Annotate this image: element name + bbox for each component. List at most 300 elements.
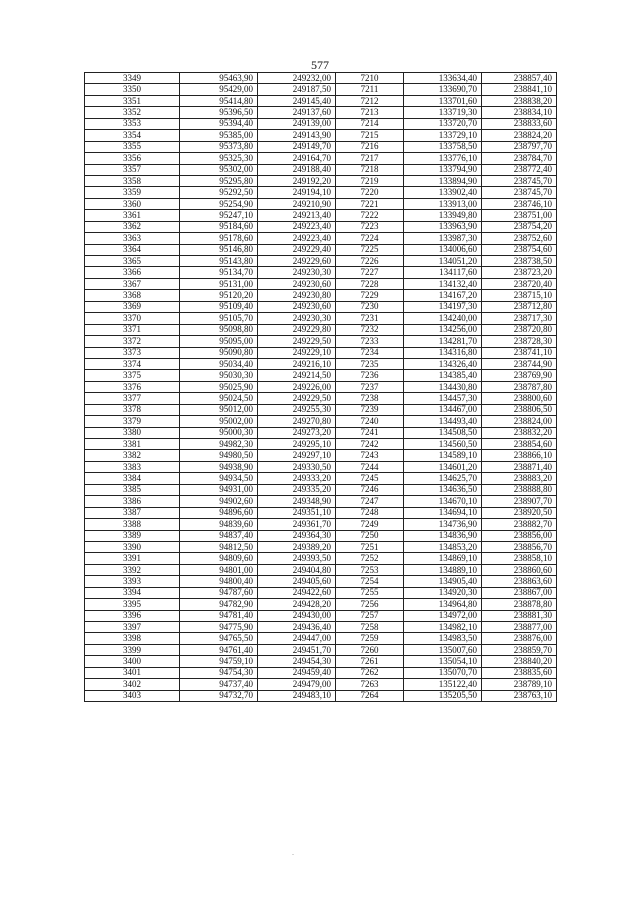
- table-row: [85, 130, 557, 141]
- x-coordinate-cell: 95146,80: [180, 244, 258, 255]
- point-number-cell: 7235: [336, 358, 404, 369]
- y-coordinate-cell: 238800,60: [482, 393, 557, 404]
- point-number-cell: 7247: [336, 496, 404, 507]
- y-coordinate-cell: 238881,30: [482, 610, 557, 621]
- point-number-cell: 3376: [85, 381, 180, 392]
- x-coordinate-cell: 134560,50: [404, 439, 482, 450]
- point-number-cell: 3372: [85, 336, 180, 347]
- y-coordinate-cell: 249187,50: [258, 84, 336, 95]
- point-number-cell: 3377: [85, 393, 180, 404]
- y-coordinate-cell: 249223,40: [258, 221, 336, 232]
- x-coordinate-cell: 134117,60: [404, 267, 482, 278]
- table-row: [85, 290, 557, 301]
- point-number-cell: 7263: [336, 679, 404, 690]
- table-row: [85, 473, 557, 484]
- point-number-cell: 7236: [336, 370, 404, 381]
- x-coordinate-cell: 95134,70: [180, 267, 258, 278]
- x-coordinate-cell: 134457,30: [404, 393, 482, 404]
- point-number-cell: 3381: [85, 439, 180, 450]
- x-coordinate-cell: 95178,60: [180, 233, 258, 244]
- y-coordinate-cell: 249273,20: [258, 427, 336, 438]
- x-coordinate-cell: 134240,00: [404, 313, 482, 324]
- point-number-cell: 7244: [336, 461, 404, 472]
- y-coordinate-cell: 238772,40: [482, 164, 557, 175]
- point-number-cell: 7264: [336, 690, 404, 701]
- x-coordinate-cell: 134132,40: [404, 278, 482, 289]
- x-coordinate-cell: 133729,10: [404, 130, 482, 141]
- table-row: [85, 450, 557, 461]
- point-number-cell: 7242: [336, 439, 404, 450]
- table-row: [85, 210, 557, 221]
- x-coordinate-cell: 134736,90: [404, 519, 482, 530]
- x-coordinate-cell: 94938,90: [180, 461, 258, 472]
- y-coordinate-cell: 238907,70: [482, 496, 557, 507]
- table-row: [85, 667, 557, 678]
- point-number-cell: 3367: [85, 278, 180, 289]
- point-number-cell: 3378: [85, 404, 180, 415]
- point-number-cell: 7227: [336, 267, 404, 278]
- x-coordinate-cell: 94980,50: [180, 450, 258, 461]
- y-coordinate-cell: 249213,40: [258, 210, 336, 221]
- table-row: [85, 118, 557, 129]
- point-number-cell: 7253: [336, 564, 404, 575]
- x-coordinate-cell: 135054,10: [404, 656, 482, 667]
- x-coordinate-cell: 134982,10: [404, 622, 482, 633]
- table-row: [85, 301, 557, 312]
- x-coordinate-cell: 134430,80: [404, 381, 482, 392]
- point-number-cell: 7262: [336, 667, 404, 678]
- y-coordinate-cell: 249330,50: [258, 461, 336, 472]
- y-coordinate-cell: 238832,20: [482, 427, 557, 438]
- x-coordinate-cell: 94896,60: [180, 507, 258, 518]
- x-coordinate-cell: 95131,00: [180, 278, 258, 289]
- y-coordinate-cell: 238720,40: [482, 278, 557, 289]
- table-row: [85, 496, 557, 507]
- point-number-cell: 7249: [336, 519, 404, 530]
- table-row: [85, 141, 557, 152]
- x-coordinate-cell: 94782,90: [180, 599, 258, 610]
- y-coordinate-cell: 249348,90: [258, 496, 336, 507]
- point-number-cell: 7256: [336, 599, 404, 610]
- x-coordinate-cell: 95000,30: [180, 427, 258, 438]
- x-coordinate-cell: 94732,70: [180, 690, 258, 701]
- y-coordinate-cell: 249210,90: [258, 198, 336, 209]
- table-row: [85, 233, 557, 244]
- x-coordinate-cell: 95002,00: [180, 416, 258, 427]
- y-coordinate-cell: 238882,70: [482, 519, 557, 530]
- x-coordinate-cell: 134281,70: [404, 336, 482, 347]
- x-coordinate-cell: 94775,90: [180, 622, 258, 633]
- y-coordinate-cell: 249430,00: [258, 610, 336, 621]
- x-coordinate-cell: 134326,40: [404, 358, 482, 369]
- y-coordinate-cell: 249229,60: [258, 256, 336, 267]
- point-number-cell: 3366: [85, 267, 180, 278]
- y-coordinate-cell: 249351,10: [258, 507, 336, 518]
- x-coordinate-cell: 135070,70: [404, 667, 482, 678]
- y-coordinate-cell: 238797,70: [482, 141, 557, 152]
- x-coordinate-cell: 94812,50: [180, 541, 258, 552]
- point-number-cell: 7237: [336, 381, 404, 392]
- point-number-cell: 7246: [336, 484, 404, 495]
- point-number-cell: 7219: [336, 175, 404, 186]
- point-number-cell: 3397: [85, 622, 180, 633]
- y-coordinate-cell: 249223,40: [258, 233, 336, 244]
- y-coordinate-cell: 238883,20: [482, 473, 557, 484]
- point-number-cell: 7220: [336, 187, 404, 198]
- y-coordinate-cell: 238877,00: [482, 622, 557, 633]
- x-coordinate-cell: 95098,80: [180, 324, 258, 335]
- point-number-cell: 7240: [336, 416, 404, 427]
- x-coordinate-cell: 133758,50: [404, 141, 482, 152]
- point-number-cell: 7251: [336, 541, 404, 552]
- x-coordinate-cell: 95295,80: [180, 175, 258, 186]
- point-number-cell: 3353: [85, 118, 180, 129]
- table-row: [85, 644, 557, 655]
- x-coordinate-cell: 94801,00: [180, 564, 258, 575]
- x-coordinate-cell: 134508,50: [404, 427, 482, 438]
- x-coordinate-cell: 95394,40: [180, 118, 258, 129]
- point-number-cell: 7232: [336, 324, 404, 335]
- x-coordinate-cell: 134625,70: [404, 473, 482, 484]
- x-coordinate-cell: 94759,10: [180, 656, 258, 667]
- x-coordinate-cell: 134694,10: [404, 507, 482, 518]
- point-number-cell: 3401: [85, 667, 180, 678]
- point-number-cell: 7255: [336, 587, 404, 598]
- x-coordinate-cell: 134670,10: [404, 496, 482, 507]
- table-row: [85, 519, 557, 530]
- point-number-cell: 3403: [85, 690, 180, 701]
- y-coordinate-cell: 249333,20: [258, 473, 336, 484]
- point-number-cell: 7252: [336, 553, 404, 564]
- x-coordinate-cell: 134167,20: [404, 290, 482, 301]
- y-coordinate-cell: 238741,10: [482, 347, 557, 358]
- y-coordinate-cell: 238720,80: [482, 324, 557, 335]
- point-number-cell: 3371: [85, 324, 180, 335]
- table-row: [85, 610, 557, 621]
- y-coordinate-cell: 249226,00: [258, 381, 336, 392]
- x-coordinate-cell: 95034,40: [180, 358, 258, 369]
- x-coordinate-cell: 133719,30: [404, 107, 482, 118]
- point-number-cell: 3394: [85, 587, 180, 598]
- point-number-cell: 3352: [85, 107, 180, 118]
- y-coordinate-cell: 249422,60: [258, 587, 336, 598]
- x-coordinate-cell: 95292,50: [180, 187, 258, 198]
- point-number-cell: 7250: [336, 530, 404, 541]
- point-number-cell: 3349: [85, 73, 180, 84]
- x-coordinate-cell: 133913,00: [404, 198, 482, 209]
- point-number-cell: 7230: [336, 301, 404, 312]
- y-coordinate-cell: 238876,00: [482, 633, 557, 644]
- x-coordinate-cell: 134889,10: [404, 564, 482, 575]
- table-row: [85, 507, 557, 518]
- x-coordinate-cell: 95024,50: [180, 393, 258, 404]
- x-coordinate-cell: 134051,20: [404, 256, 482, 267]
- x-coordinate-cell: 134197,30: [404, 301, 482, 312]
- point-number-cell: 3382: [85, 450, 180, 461]
- point-number-cell: 7228: [336, 278, 404, 289]
- x-coordinate-cell: 95109,40: [180, 301, 258, 312]
- table-row: [85, 656, 557, 667]
- point-number-cell: 7254: [336, 576, 404, 587]
- point-number-cell: 3402: [85, 679, 180, 690]
- point-number-cell: 3375: [85, 370, 180, 381]
- point-number-cell: 7258: [336, 622, 404, 633]
- point-number-cell: 7234: [336, 347, 404, 358]
- y-coordinate-cell: 238840,20: [482, 656, 557, 667]
- point-number-cell: 3360: [85, 198, 180, 209]
- y-coordinate-cell: 249451,70: [258, 644, 336, 655]
- x-coordinate-cell: 95385,00: [180, 130, 258, 141]
- point-number-cell: 7238: [336, 393, 404, 404]
- y-coordinate-cell: 238754,20: [482, 221, 557, 232]
- x-coordinate-cell: 95302,00: [180, 164, 258, 175]
- point-number-cell: 7260: [336, 644, 404, 655]
- x-coordinate-cell: 94787,60: [180, 587, 258, 598]
- x-coordinate-cell: 133634,40: [404, 73, 482, 84]
- y-coordinate-cell: 249137,60: [258, 107, 336, 118]
- y-coordinate-cell: 238744,90: [482, 358, 557, 369]
- y-coordinate-cell: 238738,50: [482, 256, 557, 267]
- y-coordinate-cell: 249295,10: [258, 439, 336, 450]
- point-number-cell: 7217: [336, 153, 404, 164]
- x-coordinate-cell: 94781,40: [180, 610, 258, 621]
- point-number-cell: 3399: [85, 644, 180, 655]
- x-coordinate-cell: 94800,40: [180, 576, 258, 587]
- y-coordinate-cell: 249229,10: [258, 347, 336, 358]
- x-coordinate-cell: 134493,40: [404, 416, 482, 427]
- y-coordinate-cell: 249404,80: [258, 564, 336, 575]
- table-row: [85, 175, 557, 186]
- y-coordinate-cell: 238835,60: [482, 667, 557, 678]
- x-coordinate-cell: 95254,90: [180, 198, 258, 209]
- point-number-cell: 3386: [85, 496, 180, 507]
- y-coordinate-cell: 249230,30: [258, 313, 336, 324]
- y-coordinate-cell: 238723,20: [482, 267, 557, 278]
- y-coordinate-cell: 238769,90: [482, 370, 557, 381]
- y-coordinate-cell: 249393,50: [258, 553, 336, 564]
- point-number-cell: 3385: [85, 484, 180, 495]
- point-number-cell: 3392: [85, 564, 180, 575]
- point-number-cell: 3363: [85, 233, 180, 244]
- y-coordinate-cell: 238841,10: [482, 84, 557, 95]
- point-number-cell: 3396: [85, 610, 180, 621]
- table-row: [85, 244, 557, 255]
- y-coordinate-cell: 238860,60: [482, 564, 557, 575]
- y-coordinate-cell: 249361,70: [258, 519, 336, 530]
- x-coordinate-cell: 94754,30: [180, 667, 258, 678]
- table-row: [85, 313, 557, 324]
- point-number-cell: 7245: [336, 473, 404, 484]
- y-coordinate-cell: 238787,80: [482, 381, 557, 392]
- x-coordinate-cell: 95325,30: [180, 153, 258, 164]
- x-coordinate-cell: 134467,00: [404, 404, 482, 415]
- point-number-cell: 3395: [85, 599, 180, 610]
- x-coordinate-cell: 134006,60: [404, 244, 482, 255]
- point-number-cell: 3350: [85, 84, 180, 95]
- x-coordinate-cell: 133701,60: [404, 95, 482, 106]
- point-number-cell: 7215: [336, 130, 404, 141]
- table-row: [85, 370, 557, 381]
- x-coordinate-cell: 135007,60: [404, 644, 482, 655]
- y-coordinate-cell: 238717,30: [482, 313, 557, 324]
- table-row: [85, 576, 557, 587]
- x-coordinate-cell: 94934,50: [180, 473, 258, 484]
- x-coordinate-cell: 94982,30: [180, 439, 258, 450]
- x-coordinate-cell: 134316,80: [404, 347, 482, 358]
- x-coordinate-cell: 95373,80: [180, 141, 258, 152]
- table-row: [85, 221, 557, 232]
- table-row: [85, 393, 557, 404]
- y-coordinate-cell: 249143,90: [258, 130, 336, 141]
- y-coordinate-cell: 249229,40: [258, 244, 336, 255]
- x-coordinate-cell: 133690,70: [404, 84, 482, 95]
- point-number-cell: 3388: [85, 519, 180, 530]
- table-row: [85, 587, 557, 598]
- point-number-cell: 3400: [85, 656, 180, 667]
- x-coordinate-cell: 94902,60: [180, 496, 258, 507]
- table-row: [85, 679, 557, 690]
- table-row: [85, 439, 557, 450]
- x-coordinate-cell: 94837,40: [180, 530, 258, 541]
- x-coordinate-cell: 95120,20: [180, 290, 258, 301]
- point-number-cell: 3356: [85, 153, 180, 164]
- y-coordinate-cell: 249405,60: [258, 576, 336, 587]
- x-coordinate-cell: 134853,20: [404, 541, 482, 552]
- x-coordinate-cell: 95429,00: [180, 84, 258, 95]
- y-coordinate-cell: 249454,30: [258, 656, 336, 667]
- y-coordinate-cell: 249459,40: [258, 667, 336, 678]
- point-number-cell: 3359: [85, 187, 180, 198]
- point-number-cell: 3389: [85, 530, 180, 541]
- y-coordinate-cell: 238856,70: [482, 541, 557, 552]
- y-coordinate-cell: 238857,40: [482, 73, 557, 84]
- point-number-cell: 3362: [85, 221, 180, 232]
- x-coordinate-cell: 133894,90: [404, 175, 482, 186]
- y-coordinate-cell: 238752,60: [482, 233, 557, 244]
- y-coordinate-cell: 238920,50: [482, 507, 557, 518]
- y-coordinate-cell: 249229,80: [258, 324, 336, 335]
- x-coordinate-cell: 94761,40: [180, 644, 258, 655]
- x-coordinate-cell: 134905,40: [404, 576, 482, 587]
- x-coordinate-cell: 94931,00: [180, 484, 258, 495]
- y-coordinate-cell: 249229,50: [258, 336, 336, 347]
- y-coordinate-cell: 238751,00: [482, 210, 557, 221]
- y-coordinate-cell: 249230,80: [258, 290, 336, 301]
- x-coordinate-cell: 134920,30: [404, 587, 482, 598]
- y-coordinate-cell: 249364,30: [258, 530, 336, 541]
- table-row: [85, 84, 557, 95]
- x-coordinate-cell: 95095,00: [180, 336, 258, 347]
- table-row: [85, 95, 557, 106]
- table-row: [85, 164, 557, 175]
- point-number-cell: 3383: [85, 461, 180, 472]
- y-coordinate-cell: 238806,50: [482, 404, 557, 415]
- page-number: 577: [311, 58, 329, 72]
- y-coordinate-cell: 238858,10: [482, 553, 557, 564]
- coordinates-table-body: [85, 73, 557, 702]
- point-number-cell: 7257: [336, 610, 404, 621]
- footer-mark: .: [292, 848, 294, 857]
- point-number-cell: 7214: [336, 118, 404, 129]
- point-number-cell: 3354: [85, 130, 180, 141]
- x-coordinate-cell: 133720,70: [404, 118, 482, 129]
- point-number-cell: 3379: [85, 416, 180, 427]
- point-number-cell: 3390: [85, 541, 180, 552]
- y-coordinate-cell: 238856,00: [482, 530, 557, 541]
- y-coordinate-cell: 249479,00: [258, 679, 336, 690]
- table-row: [85, 187, 557, 198]
- point-number-cell: 3358: [85, 175, 180, 186]
- point-number-cell: 3351: [85, 95, 180, 106]
- y-coordinate-cell: 238878,80: [482, 599, 557, 610]
- y-coordinate-cell: 238728,30: [482, 336, 557, 347]
- point-number-cell: 7221: [336, 198, 404, 209]
- point-number-cell: 7229: [336, 290, 404, 301]
- point-number-cell: 3374: [85, 358, 180, 369]
- point-number-cell: 3355: [85, 141, 180, 152]
- x-coordinate-cell: 134589,10: [404, 450, 482, 461]
- y-coordinate-cell: 249335,20: [258, 484, 336, 495]
- y-coordinate-cell: 249139,00: [258, 118, 336, 129]
- point-number-cell: 3398: [85, 633, 180, 644]
- y-coordinate-cell: 238745,70: [482, 187, 557, 198]
- x-coordinate-cell: 134972,00: [404, 610, 482, 621]
- point-number-cell: 7212: [336, 95, 404, 106]
- point-number-cell: 7233: [336, 336, 404, 347]
- x-coordinate-cell: 95012,00: [180, 404, 258, 415]
- x-coordinate-cell: 133949,80: [404, 210, 482, 221]
- point-number-cell: 7241: [336, 427, 404, 438]
- point-number-cell: 7211: [336, 84, 404, 95]
- x-coordinate-cell: 134256,00: [404, 324, 482, 335]
- point-number-cell: 3370: [85, 313, 180, 324]
- x-coordinate-cell: 95396,50: [180, 107, 258, 118]
- point-number-cell: 7231: [336, 313, 404, 324]
- x-coordinate-cell: 95105,70: [180, 313, 258, 324]
- y-coordinate-cell: 238824,20: [482, 130, 557, 141]
- x-coordinate-cell: 134836,90: [404, 530, 482, 541]
- point-number-cell: 3380: [85, 427, 180, 438]
- point-number-cell: 3384: [85, 473, 180, 484]
- y-coordinate-cell: 249164,70: [258, 153, 336, 164]
- y-coordinate-cell: 249255,30: [258, 404, 336, 415]
- table-row: [85, 530, 557, 541]
- y-coordinate-cell: 238871,40: [482, 461, 557, 472]
- table-row: [85, 541, 557, 552]
- y-coordinate-cell: 249270,80: [258, 416, 336, 427]
- point-number-cell: 3373: [85, 347, 180, 358]
- point-number-cell: 3387: [85, 507, 180, 518]
- y-coordinate-cell: 249230,60: [258, 278, 336, 289]
- y-coordinate-cell: 238859,70: [482, 644, 557, 655]
- table-row: [85, 267, 557, 278]
- table-row: [85, 633, 557, 644]
- y-coordinate-cell: 249149,70: [258, 141, 336, 152]
- coordinates-table: [84, 72, 557, 702]
- table-row: [85, 347, 557, 358]
- table-row: [85, 427, 557, 438]
- y-coordinate-cell: 249214,50: [258, 370, 336, 381]
- y-coordinate-cell: 249230,60: [258, 301, 336, 312]
- table-row: [85, 73, 557, 84]
- x-coordinate-cell: 133987,30: [404, 233, 482, 244]
- y-coordinate-cell: 249194,10: [258, 187, 336, 198]
- table-row: [85, 404, 557, 415]
- y-coordinate-cell: 249447,00: [258, 633, 336, 644]
- x-coordinate-cell: 135122,40: [404, 679, 482, 690]
- x-coordinate-cell: 133963,90: [404, 221, 482, 232]
- point-number-cell: 7226: [336, 256, 404, 267]
